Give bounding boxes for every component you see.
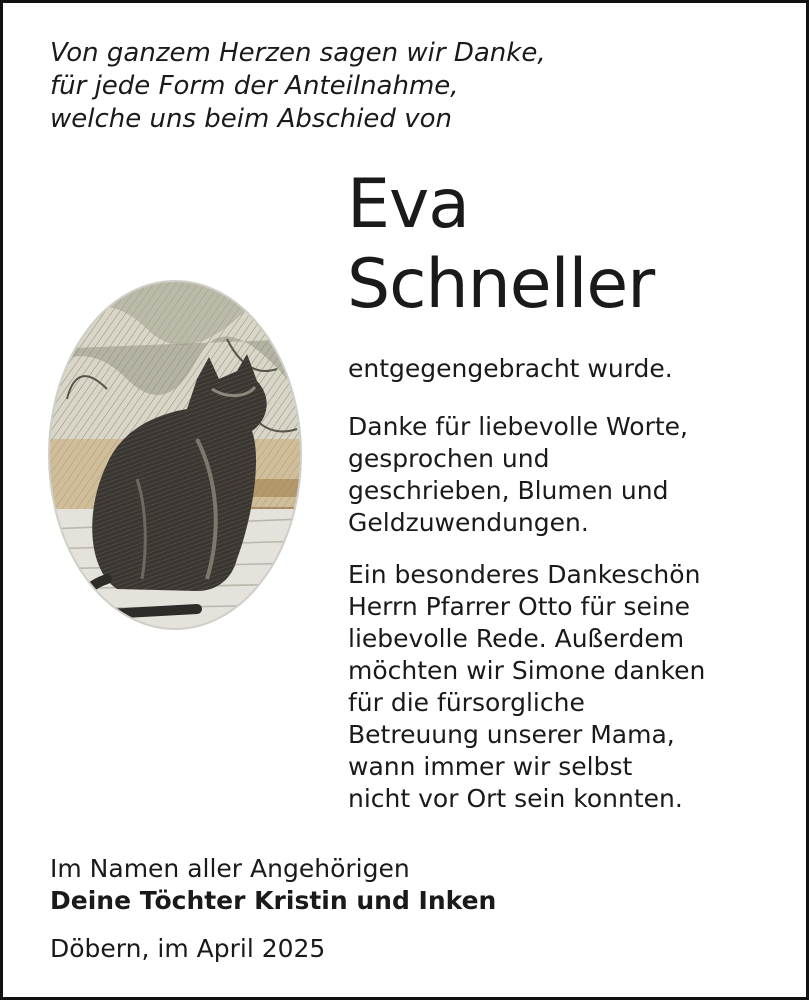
paragraph-line: Herrn Pfarrer Otto für seine [348,592,690,621]
intro-text [50,37,546,136]
paragraph-line: entgegengebracht wurde. [348,354,673,383]
intro-line: Von ganzem Herzen sagen wir Danke, [50,38,546,68]
signature-block [50,853,496,917]
paragraph-line: geschrieben, Blumen und [348,476,669,505]
intro-line: welche uns beim Abschied von [50,104,452,134]
paragraph-line: liebevolle Rede. Außerdem [348,624,685,653]
paragraph-line: möchten wir Simone danken [348,656,706,685]
paragraph-thanks [348,411,688,539]
cat-photo [47,279,303,631]
paragraph-line: Geldzuwendungen. [348,508,589,537]
paragraph-line: gesprochen und [348,444,550,473]
signature-names: Deine Töchter Kristin und Inken [50,886,497,915]
intro-line: für jede Form der Anteilnahme, [50,71,459,101]
place-date: Döbern, im April 2025 [50,934,326,963]
first-name: Eva [347,165,469,244]
last-name: Schneller [347,245,655,324]
deceased-name [347,165,654,325]
paragraph-line: nicht vor Ort sein konnten. [348,784,683,813]
paragraph-line: Ein besonderes Dankeschön [348,560,701,589]
signature-line: Im Namen aller Angehörigen [50,854,410,883]
paragraph-line: Danke für liebevolle Worte, [348,412,688,441]
paragraph-line: für die fürsorgliche [348,688,585,717]
paragraph-line: wann immer wir selbst [348,752,633,781]
paragraph-line: Betreuung unserer Mama, [348,720,675,749]
paragraph-special-thanks [348,559,705,815]
paragraph-received [348,353,673,385]
